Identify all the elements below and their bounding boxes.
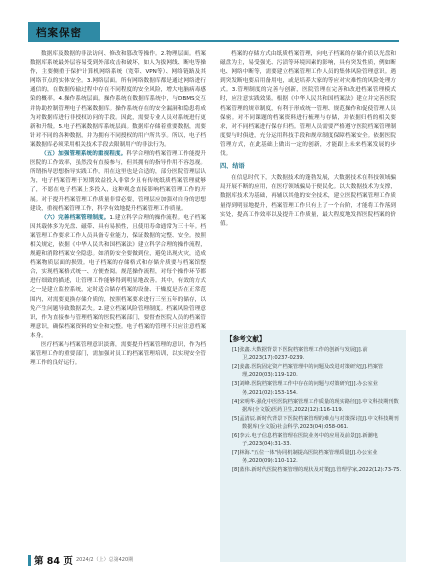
page-number: 第 84 页 (34, 556, 73, 567)
paragraph-body: 1.建立科学合理的操作流程。电子档案因其载体多为光盘、磁带、具有易损性，且使用寿命通常为三十年。档案管理工作要求工作人员具备专业能力，保证数据的完整、安全。按照相关规定，依据《中华人民共和国档案法》建立科学合理的操作流程，规避和消除档案安全隐患。如消防安全要做到位，避免出现火灾，造成档案物质层面的损毁。电子档案的存储格式和存储介质要与档案馆整合，实现档案格式统一、方便查阅。规范操作流程，对每个操作环节都进行细致的描述，让管理工作能够得到明显地改善。其中，有效的方式之一是建立监控系统，定时适合储存档案的设备、干燥度是否在正常范围内，对需要更换存储介质的，按照档案要求进行三至五年的储存，以免产生问题导致数据丢失。2.建立档案风险管理制度。档案风险管理意识，作为直接参与管理档案的医院档案部门，要督查医院人员的档案管理意识，确保档案资料的安全和完整。电子档案的管理不只应注意档案本身。 (30, 214, 206, 339)
paragraph: 医疗档案与档案管理意识淡薄，需要提升档案管理的意识，作为档案管理工作的重要部门，需加强对员工的档案管理培训，以实现安全管理工作的良好运行。 (30, 342, 206, 367)
paragraph-with-heading (30, 214, 206, 341)
paragraph: 档案的存储方式由纸质档案管理，向电子档案的存储介质以光盘和磁盘为主，易受强光、污渍等环境因素的影响，具有突发性质，例如断电、网络中断等，需要建立档案管理工作人员的集体风险管理意识。遇到突发断电要启用备用电，或是培养大家的等应对灾难性的风险处理方式。3.管理制度的完善与创新，医院管理在完善和改进档案管理模式时，应注意实践效果。根据《中华人民共和国档案法》建立并完善医院档案管理的规章制度，有利于形成统一管理、规范操作和促使管理人员保密。对不同课题的档案资料进行梳理与存储，并依据归档的相关要求，对不同档案进行保存归档。管理人员需要严格遵守医院档案管理制度要与时俱进，充分运用科技手段和规章制度保障档案安全。依据医院管理方式，在此基础上做出一定的创新，才能跟上未来档案发展的步伐。 (220, 51, 396, 158)
reference-item: [3]刘峰.医院档案管理工作中存在的问题与对策研究[J].办公室业务,2021(02):153-154. (232, 381, 378, 396)
header-rule (28, 40, 399, 42)
paragraph-body: 科学合理的档案管理工作能提升医院的工作效率，虽然没有直接参与，但其拥有的指导作用不容忽视。所谓指导思想指导实践工作，用在这里也是合适的，部分医院管理层认为，电子档案管理于短期效益投入非常少且有传统纸质档案管理就够了，不愿在电子档案上多投入，这种观念直接影响档案管理工作的开展。对于提升档案管理工作质量非常必要，管理层应加强对自身的思想建设，重视档案管理工作，科学有效地提升档案管理工作质量。 (30, 151, 206, 212)
reference-item: [1]张鑫.大数据背景下医院档案管理工作的创新与发展[J].前卫,2023(17):0237-0239. (232, 347, 368, 362)
section-title: 档案保密 (36, 27, 82, 39)
subsection-heading: （五）加强管理系统的重视程度。 (41, 151, 127, 158)
section-heading: 四、结语 (220, 163, 245, 171)
right-column (220, 50, 396, 229)
reference-item: [6]李云.电子信息档案管理在医院业务中的应用及前景[J].新潮电子,2023(04):31-33. (232, 432, 378, 448)
reference-item: [4]宋明华.强化中医医院档案管理工作质量的现实路径[J].中文科技期刊数据库(全文版)医药卫生,2022(12):116-119. (232, 398, 399, 413)
left-column (30, 50, 206, 368)
issue-info: 2024/2（上）总第420期 (76, 557, 134, 563)
paragraph: 在信息时代下，大数据技术的蓬勃发展，大数据技术在科技领域骗局开展不断的应用，在医疗领域骗局于便民化。以大数据技术为支撑，数据库技术为基础，再辅以其他的安全技术，建立医院档案管理工作质量得到明显地提升，档案管理工作只有上了一个台阶，才能将工作落到实处，提高工作效率以及提升工作质量，最大程度地发挥医院档案的价值。 (220, 175, 396, 227)
footer-accent-bar (28, 555, 31, 566)
reference-item: [5]孟清辰.新时代背景下医院档案管理的难点与对策探讨[J].中文科技期刊数据库(全文版)社会科学,2023(04):058-061. (232, 415, 399, 431)
references-list (232, 346, 402, 475)
subsection-heading: （六）完善档案管理制度。 (41, 214, 110, 221)
paragraph: 数据库及数据的非法访问、修改和篡改等操作。2.物理层面。档案数据库系统最外层容易受到外部攻击和破坏，如人为拔网线、断电等操作，主要侧重于保护计算机网络系统（宽带、VPN等）、网络链路及其网络节点的实体安全。3.网络层面。所有网络数据库都是通过网络进行通信的，在数据传输过程中存在不同程度的安全风险，增大电脑病毒感染的概率。4.操作系统层面。操作系统在数据库系统中，与DBMS交互并协助控制管理电子档案数据库。操作系统存在的安全漏洞和隐患将成为对数据库进行非授权访问的手段。因此，需要专业人员对系统进行更新和升级。5.电子档案数据库系统层面。数据库存储着重要数据，需要针对不同的各种数据，并为拥有不同授权的用户所共享。所以，电子档案数据库必须采用相关技术手段去限制用户的非法行为。 (30, 51, 206, 148)
reference-item: [7]林海."五位一体"协同机制提高医院档案管理质量[J].办公室业务,2020(09):110-112. (232, 450, 378, 465)
paragraph-with-heading (30, 150, 206, 214)
reference-item: [2]姜鑫.医院固定资产档案管理中的问题及改进对策研究[J].档案管理,2020(03):119-120. (232, 364, 384, 379)
references-title: 【参考文献】 (226, 335, 266, 343)
reference-item: [8]蓝伟.新时代医院档案管理的现状及对策[J].管理学家,2022(12):73-75. (232, 467, 402, 474)
